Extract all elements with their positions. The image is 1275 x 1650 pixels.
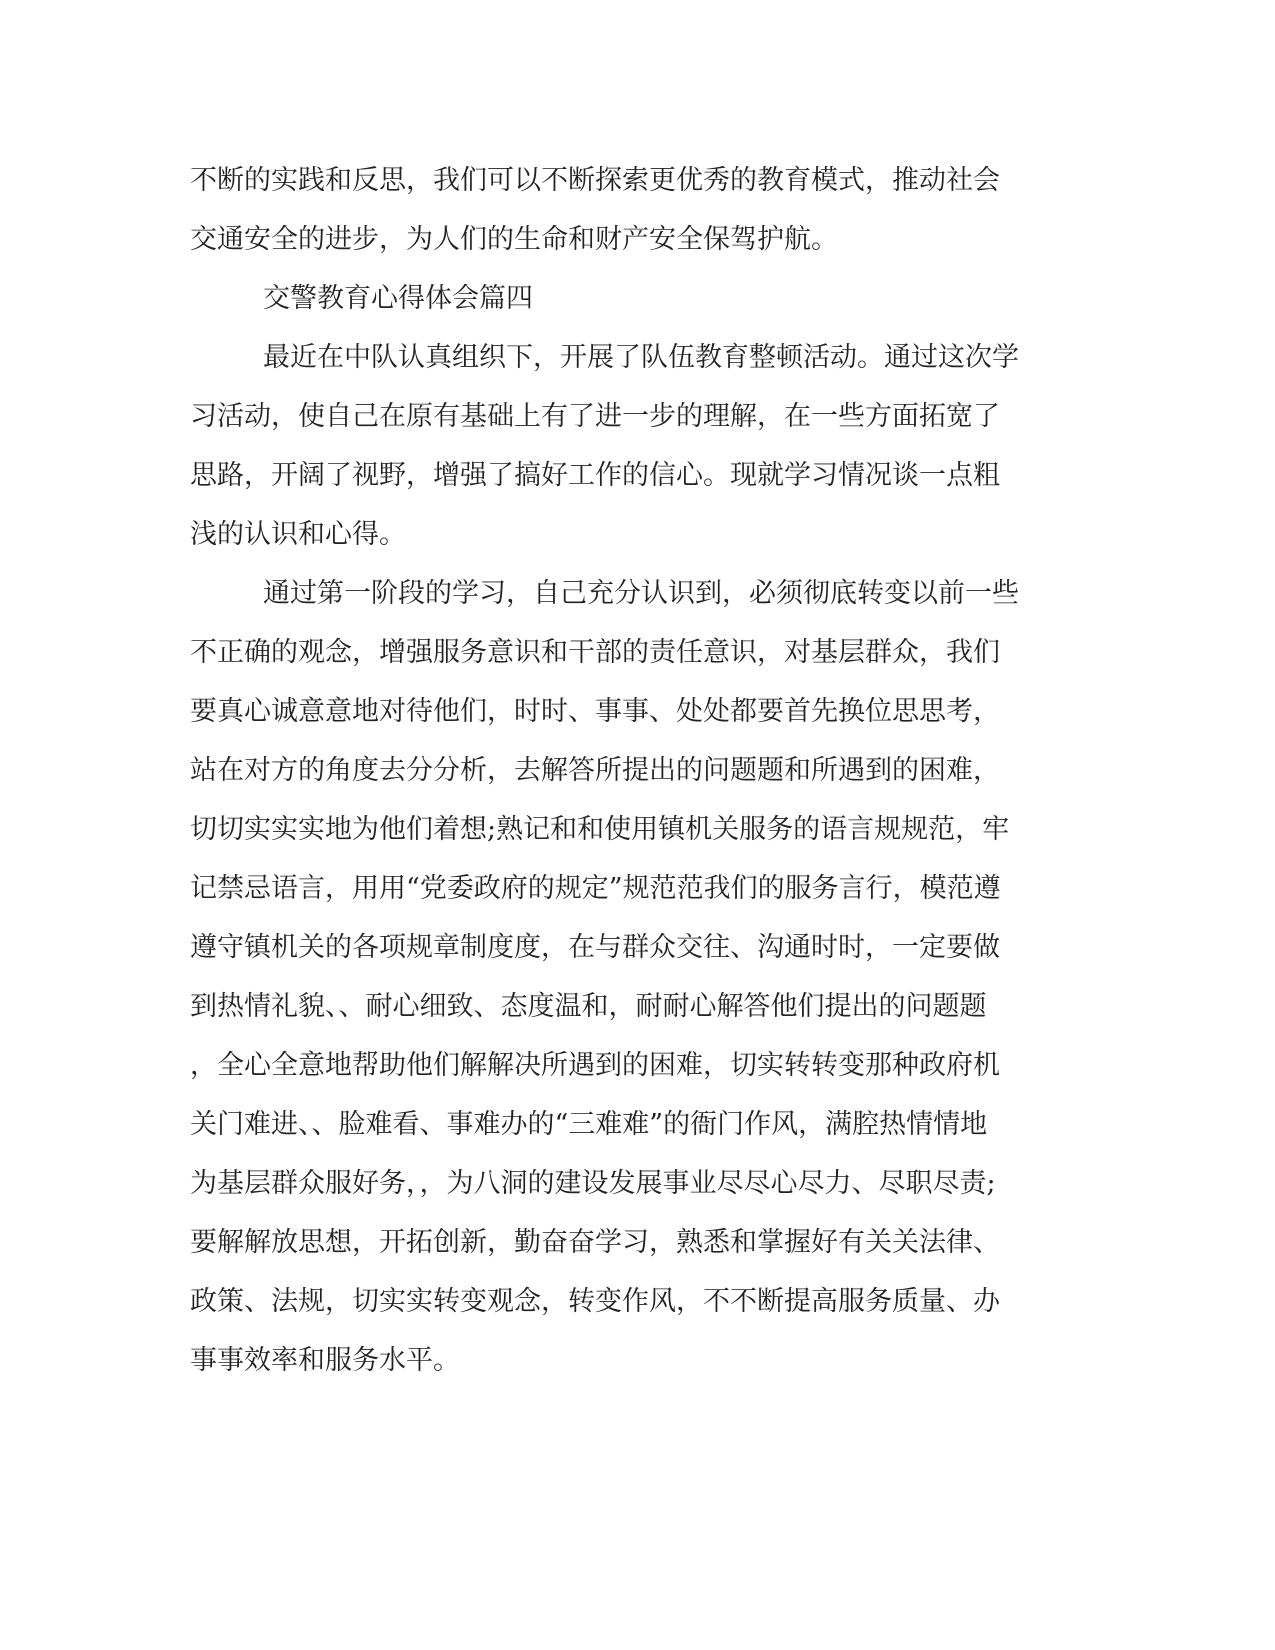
paragraph-line: 政策、法规，切实实转变观念，转变作风，不不断提高服务质量、办	[190, 1286, 1000, 1317]
paragraph-line: 关门难进、、脸难看、事难办的“三难难”的衙门作风，满腔热情情地	[190, 1109, 988, 1140]
paragraph-line: 到热情礼貌、、耐心细致、态度温和，耐耐心解答他们提出的问题题	[190, 991, 987, 1022]
paragraph-line: 记禁忌语言，用用“党委政府的规定”规范范我们的服务言行，模范遵	[190, 873, 1001, 904]
paragraph-line: 思路，开阔了视野，增强了搞好工作的信心。现就学习情况谈一点粗	[190, 460, 1000, 491]
paragraph-line: 通过第一阶段的学习，自己充分认识到，必须彻底转变以前一些	[263, 578, 1019, 609]
paragraph-line: 不正确的观念，增强服务意识和干部的责任意识，对基层群众，我们	[190, 637, 1000, 668]
paragraph-line: 切切实实实地为他们着想;熟记和和使用镇机关服务的语言规规范，牢	[190, 814, 1010, 845]
paragraph-line: 最近在中队认真组织下，开展了队伍教育整顿活动。通过这次学	[263, 342, 1019, 373]
paragraph-line: 遵守镇机关的各项规章制度度，在与群众交往、沟通时时，一定要做	[190, 932, 1000, 963]
section-heading: 交警教育心得体会篇四	[263, 283, 533, 314]
paragraph-line: 习活动，使自己在原有基础上有了进一步的理解，在一些方面拓宽了	[190, 401, 1000, 432]
paragraph-line: 为基层群众服好务，，为八洞的建设发展事业尽尽心尽力、尽职尽责;	[190, 1168, 996, 1199]
paragraph-line: ，全心全意地帮助他们解解决所遇到的困难，切实转转变那种政府机	[190, 1050, 1000, 1081]
paragraph-line: 浅的认识和心得。	[190, 519, 406, 550]
paragraph-line: 站在对方的角度去分分析，去解答所提出的问题题和所遇到的困难，	[190, 755, 1000, 786]
paragraph-line: 要解解放思想，开拓创新，勤奋奋学习，熟悉和掌握好有关关法律、	[190, 1227, 1000, 1258]
paragraph-line: 交通安全的进步，为人们的生命和财产安全保驾护航。	[190, 224, 838, 255]
paragraph-line: 要真心诚意意地对待他们，时时、事事、处处都要首先换位思思考，	[190, 696, 1000, 727]
paragraph-line: 不断的实践和反思，我们可以不断探索更优秀的教育模式，推动社会	[190, 165, 1000, 196]
paragraph-line: 事事效率和服务水平。	[190, 1345, 460, 1376]
